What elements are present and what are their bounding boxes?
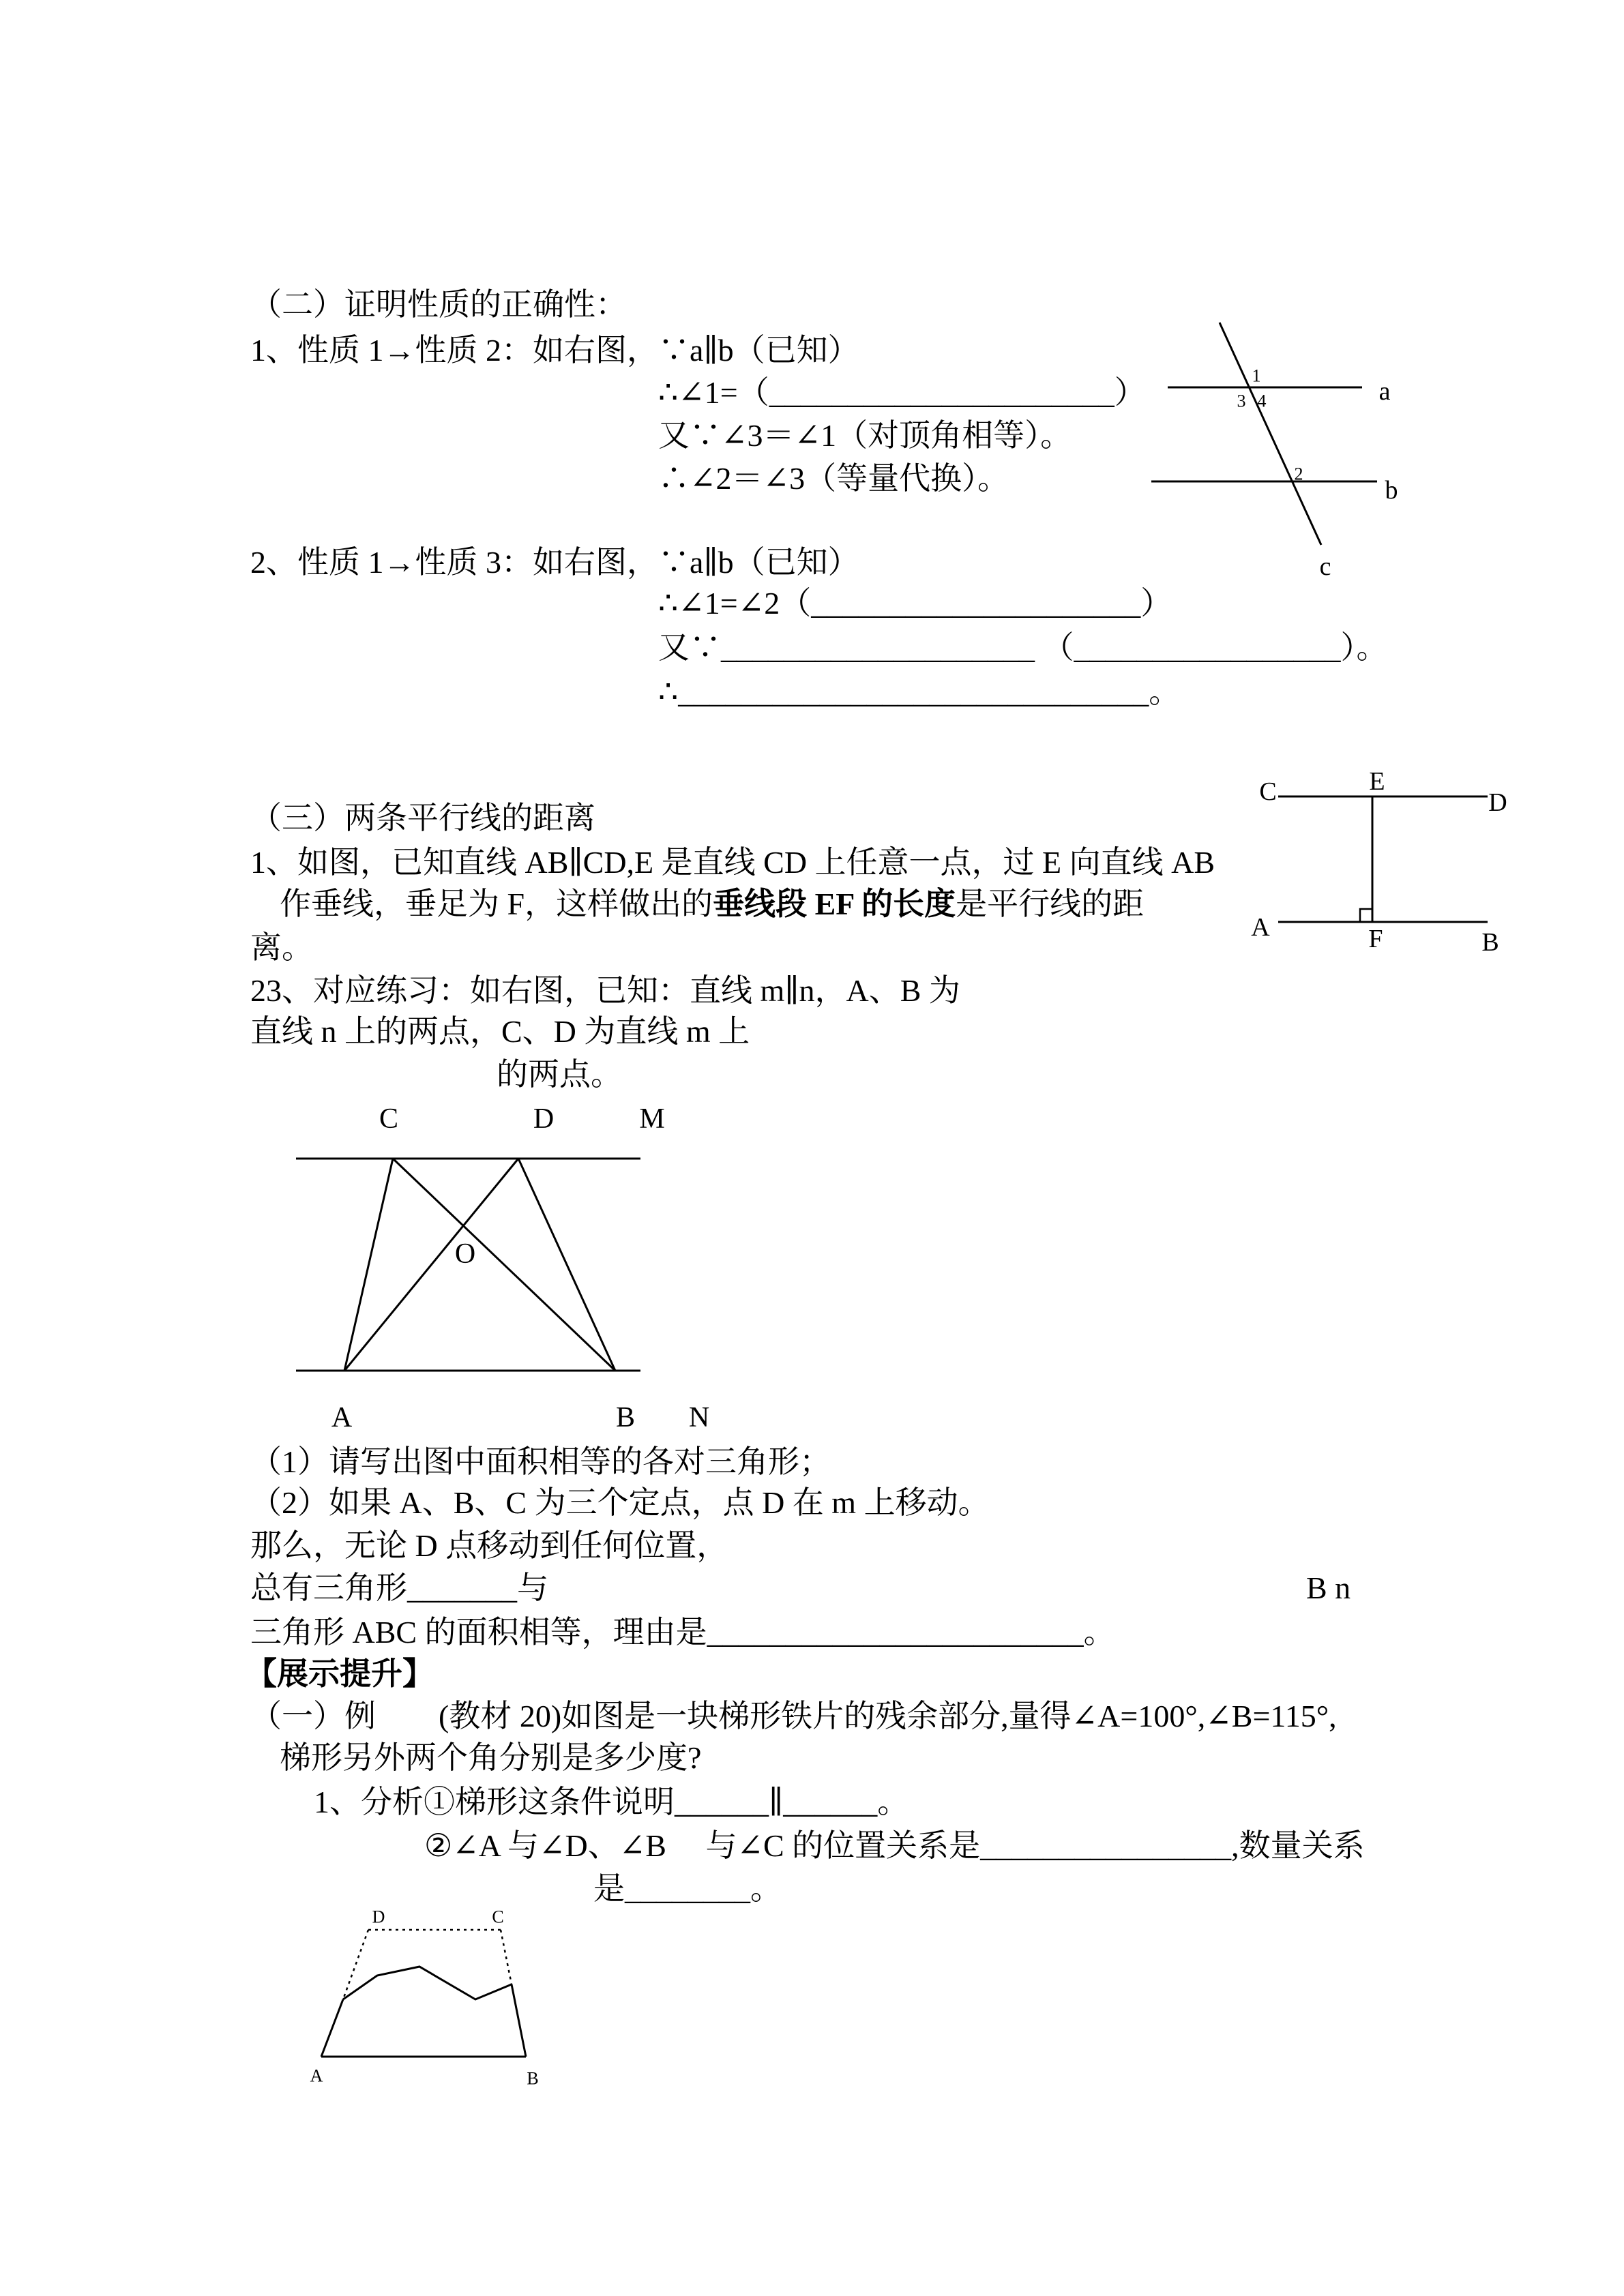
label-d: D — [372, 1907, 385, 1927]
analysis-line3: 是________。 — [593, 1871, 782, 1906]
analysis-line2: ②∠A 与∠D、∠B 与∠C 的位置关系是________________,数量关系 — [424, 1828, 1365, 1863]
label-b: b — [1385, 476, 1398, 505]
label-a: A — [331, 1402, 353, 1433]
distance-line2-post: 是平行线的距 — [956, 886, 1145, 921]
exercise23-q2-line4: 三角形 ABC 的面积相等，理由是________________________。 — [250, 1615, 1115, 1650]
example-line2: 梯形另外两个角分别是多少度? — [280, 1740, 702, 1775]
distance-line3: 离。 — [250, 930, 313, 965]
label-a: A — [1251, 913, 1270, 942]
label-e: E — [1369, 767, 1385, 796]
label-m: M — [639, 1103, 665, 1135]
distance-line1: 1、如图，已知直线 AB∥CD,E 是直线 CD 上任意一点，过 E 向直线 AB — [250, 845, 1215, 880]
exercise23-line1: 23、对应练习：如右图，已知：直线 m∥n，A、B 为 — [250, 973, 960, 1008]
exercise23-q2-line2: 那么，无论 D 点移动到任何位置， — [250, 1528, 728, 1563]
section3-heading: （三）两条平行线的距离 — [250, 801, 595, 835]
distance-line2 — [280, 885, 1597, 923]
exercise23-q2-line3: 总有三角形_______与 — [250, 1570, 548, 1605]
dotted-edge-right — [501, 1930, 512, 1984]
figure-triangles-between-parallels — [296, 1103, 709, 1433]
exercise23-q1: （1）请写出图中面积相等的各对三角形； — [250, 1444, 831, 1479]
label-c: c — [1319, 552, 1331, 581]
proof1-step1: ∴∠1=（______________________） — [658, 375, 1146, 410]
exercise23-side-note: B n — [1306, 1570, 1351, 1605]
exercise23-line2: 直线 n 上的两点，C、D 为直线 m 上 — [250, 1014, 750, 1049]
example-label: （一）例 — [250, 1699, 376, 1733]
proof2-intro: 2、性质 1→性质 3：如右图，∵a∥b（已知） — [250, 545, 859, 580]
segment-bc — [393, 1159, 615, 1371]
proof1-step2: 又∵∠3＝∠1（对顶角相等）。 — [658, 418, 1072, 453]
edge-left — [321, 1999, 343, 2057]
exercise23-line3: 的两点。 — [497, 1057, 622, 1092]
label-n: N — [688, 1402, 710, 1433]
label-d: D — [1488, 788, 1507, 817]
label-c: C — [492, 1907, 504, 1927]
label-b: B — [527, 2068, 539, 2089]
label-angle-2: 2 — [1294, 464, 1303, 484]
label-b: B — [615, 1402, 636, 1433]
analysis-line1: 1、分析①梯形这条件说明______∥______。 — [314, 1785, 909, 1819]
label-c: C — [1259, 777, 1277, 806]
label-angle-4: 4 — [1257, 391, 1267, 411]
label-angle-1: 1 — [1252, 366, 1261, 386]
proof2-step3: ∴______________________________。 — [658, 674, 1181, 709]
exercise23-q2: （2）如果 A、B、C 为三个定点，点 D 在 m 上移动。 — [250, 1485, 990, 1520]
proof1-intro: 1、性质 1→性质 2：如右图，∵a∥b（已知） — [250, 333, 859, 368]
segment-ad — [344, 1159, 518, 1371]
label-c: C — [379, 1103, 399, 1135]
label-angle-3: 3 — [1237, 391, 1246, 411]
proof2-step1: ∴∠1=∠2（_____________________） — [658, 586, 1172, 621]
showcase-heading: 【展示提升】 — [246, 1656, 434, 1691]
broken-edge — [343, 1967, 512, 1999]
label-f: F — [1368, 925, 1383, 953]
label-a: A — [310, 2066, 323, 2086]
section2-heading: （二）证明性质的正确性： — [250, 287, 627, 322]
edge-right — [512, 1984, 526, 2057]
dotted-edge-left — [343, 1930, 368, 1999]
figure-trapezoid-remnant — [310, 1907, 539, 2089]
example-text: (教材 20)如图是一块梯形铁片的残余部分,量得∠A=100°,∠B=115°, — [439, 1699, 1337, 1733]
label-d: D — [533, 1103, 555, 1135]
label-a: a — [1378, 377, 1391, 406]
proof1-step3: ∴∠2＝∠3（等量代换）。 — [658, 461, 1009, 496]
proof2-step2: 又∵____________________ （_________________）。 — [658, 630, 1388, 665]
distance-line2-pre: 作垂线，垂足为 F，这样做出的 — [280, 886, 713, 921]
label-o: O — [454, 1238, 476, 1270]
segment-bd — [518, 1159, 615, 1371]
segment-ac — [344, 1159, 393, 1371]
distance-definition-bold: 垂线段 EF 的长度 — [713, 886, 956, 921]
label-b: B — [1481, 928, 1499, 957]
